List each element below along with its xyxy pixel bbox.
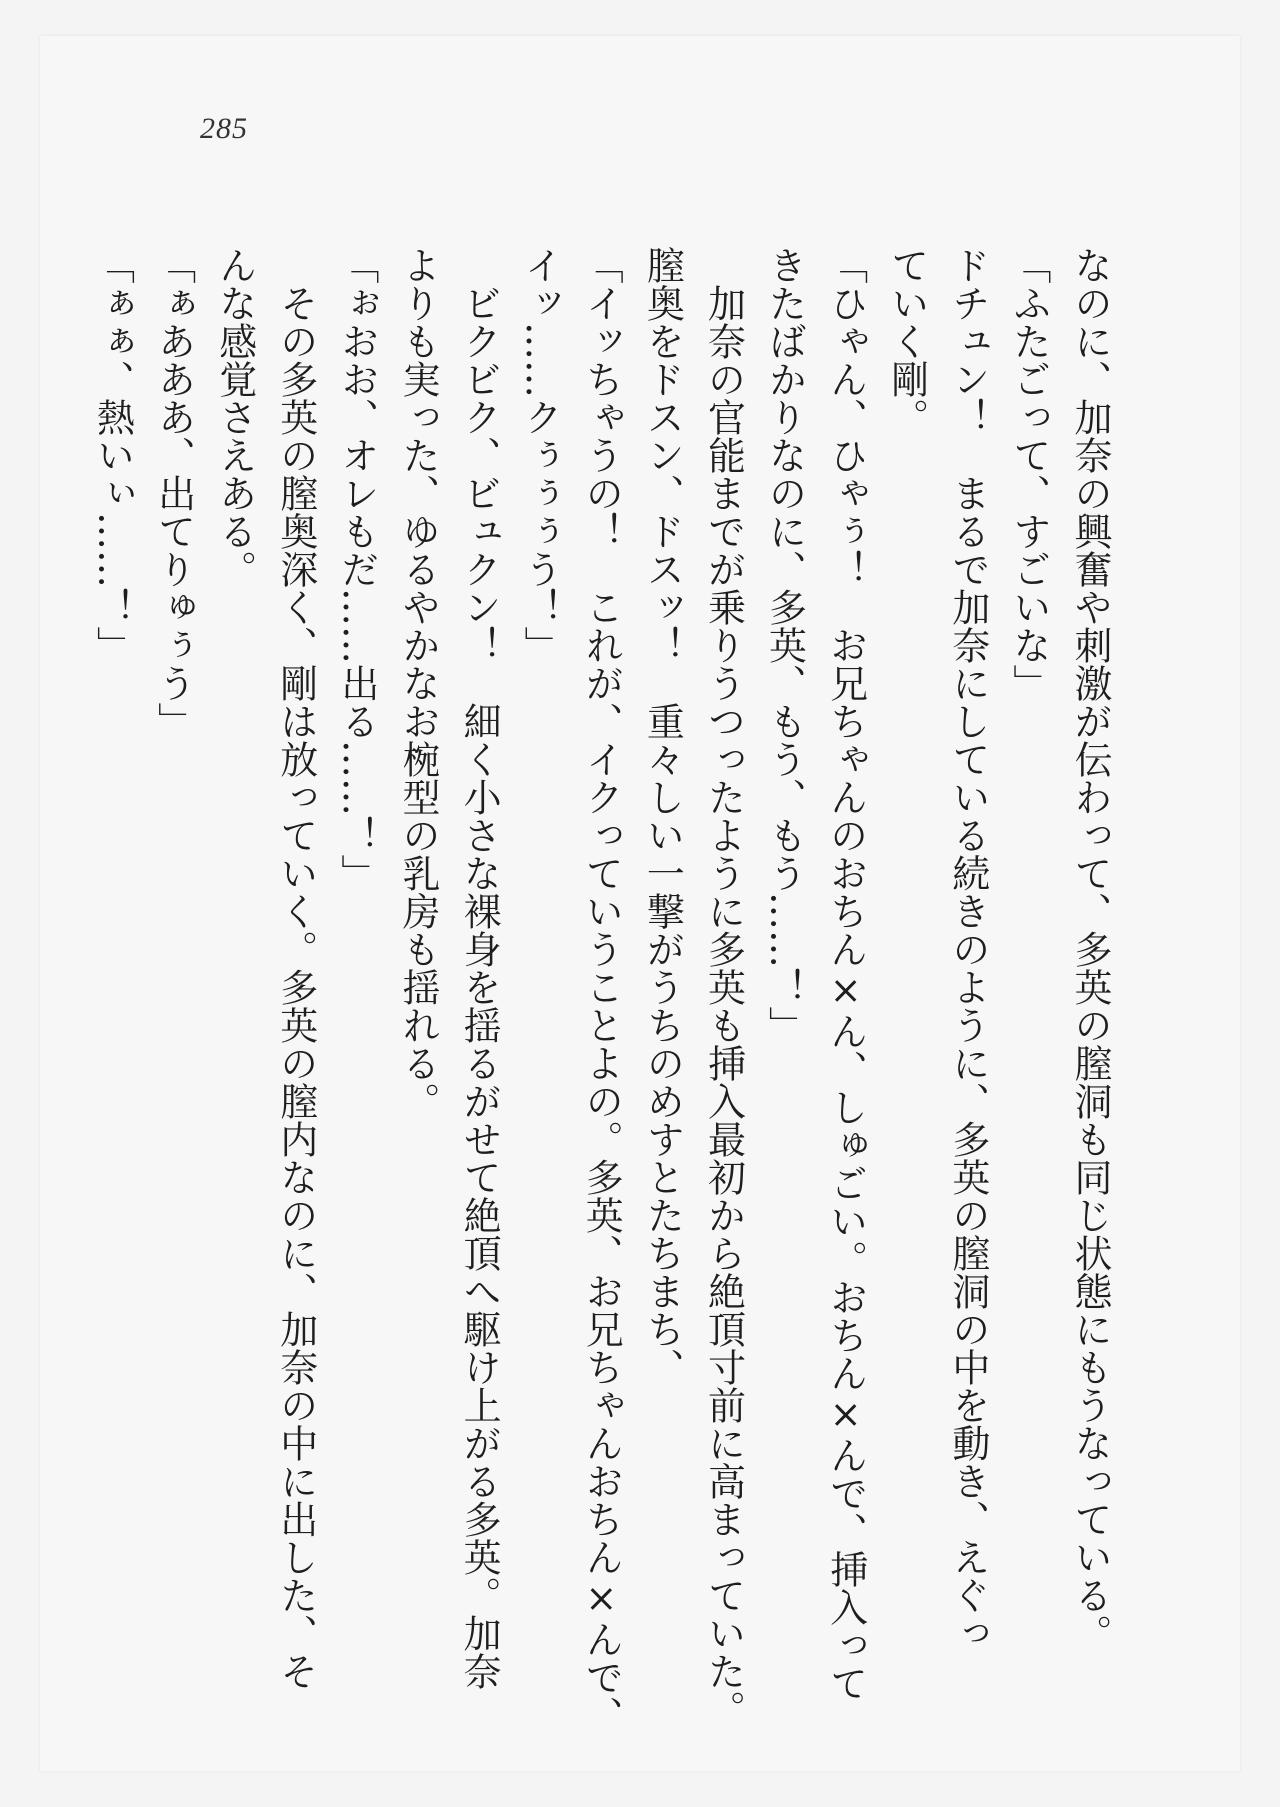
text-line: 「ぁあああ、出てりゅぅう」 [151, 246, 196, 740]
text-line: 「ぁぁ、熱いぃ……！」 [90, 246, 135, 664]
text-line: ドチュン！ まるで加奈にしている続きのように、多英の膣洞の中を動き、えぐっ [945, 246, 990, 1652]
text-line: んな感覚さえある。 [212, 246, 257, 588]
text-line: 「ふたごって、すごいな」 [1006, 246, 1051, 702]
text-line: よりも実った、ゆるやかなお椀型の乳房も揺れる。 [395, 246, 440, 1120]
text-line: 「ひゃん、ひゃぅ！ お兄ちゃんのおちん×ん、しゅごい。おちん×んで、挿入って [823, 246, 868, 1702]
text-line: 「イッちゃうの！ これが、イクっていうことよの。多英、お兄ちゃんおちん×んで、 [579, 246, 624, 1734]
text-line: きたばかりなのに、多英、もう、もう……！」 [762, 246, 807, 1044]
text-line: 膣奥をドスン、ドスッ！ 重々しい一撃がうちのめすとたちまち、 [640, 246, 685, 1386]
page-number: 285 [200, 112, 248, 145]
text-line: ビクビク、ビュクン！ 細く小さな裸身を揺るがせて絶頂へ駆け上がる多英。加奈 [457, 246, 502, 1690]
vertical-body-text [90, 246, 1120, 1734]
text-line: その多英の膣奥深く、剛は放っていく。多英の膣内なのに、加奈の中に出した、そ [273, 246, 318, 1690]
text-line: ていく剛。 [884, 246, 929, 436]
text-line: 「ぉおお、オレもだ……出る……！」 [334, 246, 379, 892]
text-line: イッ……クぅぅぅう！」 [518, 246, 563, 664]
text-line: なのに、加奈の興奮や刺激が伝わって、多英の膣洞も同じ状態にもうなっている。 [1068, 246, 1112, 1652]
text-line: 加奈の官能までが乗りうつったように多英も挿入最初から絶頂寸前に高まっていた。 [701, 246, 746, 1728]
